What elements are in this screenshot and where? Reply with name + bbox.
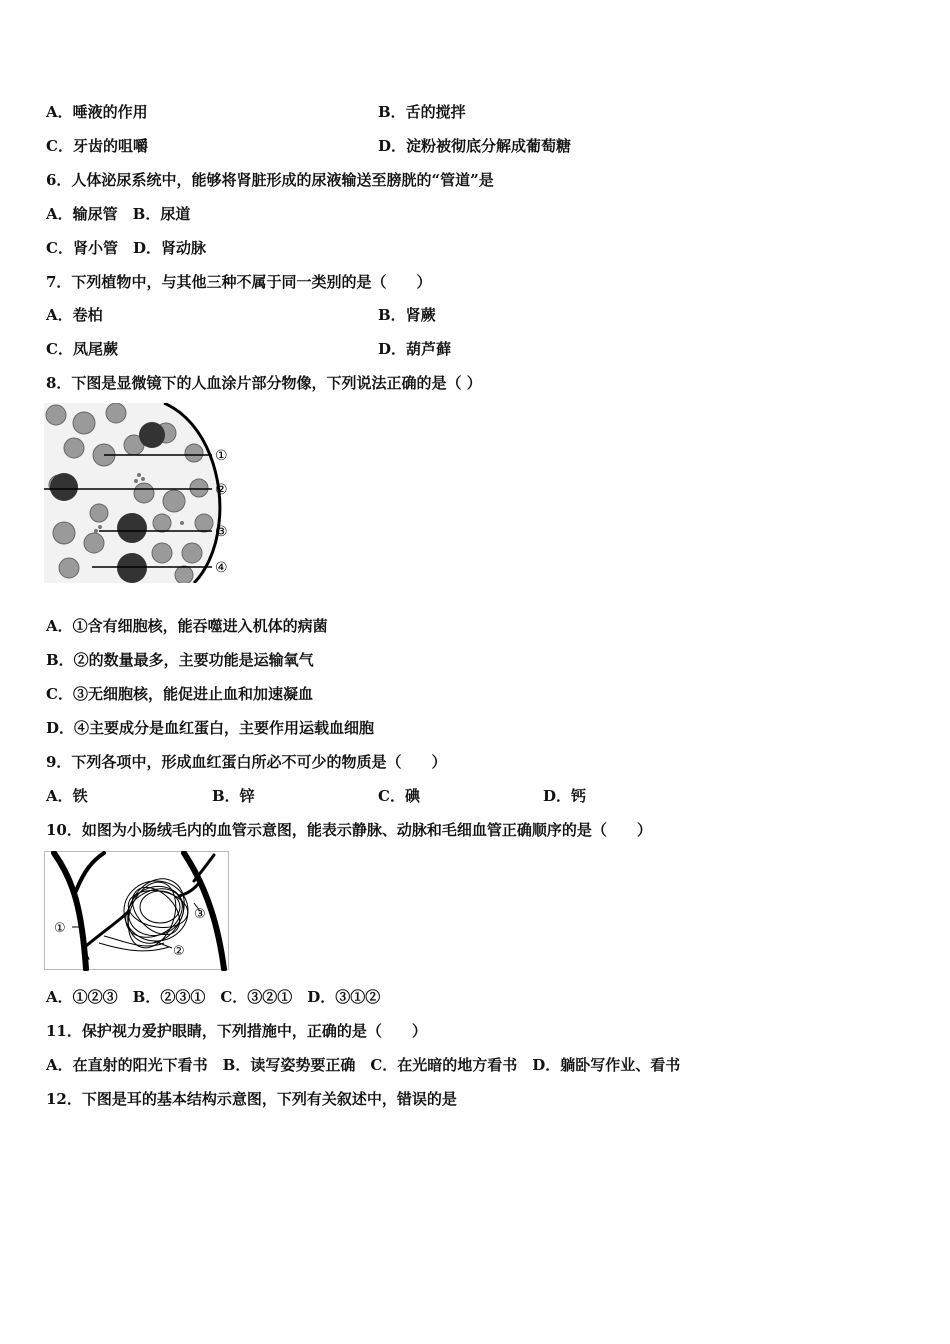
q7-option-b: B．肾蕨 [378,306,436,324]
q7-option-c: C．凤尾蕨 [46,340,118,358]
label-3: ③ [194,907,206,922]
q6-options-ab: A．输尿管 B．尿道 [46,205,191,223]
q8-option-b: B．②的数量最多，主要功能是运输氧气 [46,651,314,669]
q9-option-a: A．铁 [46,787,88,805]
q5-option-row-1 [46,102,466,122]
q9-option-d: D．钙 [543,787,587,805]
label-1: ① [215,448,228,464]
q8-option-d: D．④主要成分是血红蛋白，主要作用运载血细胞 [46,719,375,737]
q5-option-c: C．牙齿的咀嚼 [46,137,148,155]
q8-stem: 8．下图是显微镜下的人血涂片部分物像，下列说法正确的是（ ） [46,374,482,392]
q8-option-a: A．①含有细胞核，能吞噬进入机体的病菌 [46,617,328,635]
q5-option-b: B．舌的搅拌 [378,103,466,121]
q9-stem: 9．下列各项中，形成血红蛋白所必不可少的物质是（ ） [46,753,447,771]
label-3: ③ [215,524,228,540]
label-4: ④ [215,560,228,576]
q7-option-a: A．卷柏 [46,306,103,324]
villus-vessel-figure [44,851,232,971]
q8-option-c: C．③无细胞核，能促进止血和加速凝血 [46,685,313,703]
label-1: ① [54,921,66,936]
q9-option-c: C．碘 [378,787,420,805]
q9-option-b: B．锌 [212,787,255,805]
q10-options: A．①②③ B．②③① C．③②① D．③①② [46,988,381,1006]
q12-stem: 12．下图是耳的基本结构示意图，下列有关叙述中，错误的是 [46,1090,457,1108]
q7-option-d: D．葫芦藓 [378,340,452,358]
q5-option-row-2 [46,136,572,156]
q7-option-row-2 [46,339,452,359]
q6-stem: 6．人体泌尿系统中，能够将肾脏形成的尿液输送至膀胱的“管道”是 [46,171,494,189]
label-2: ② [173,944,185,959]
q10-stem: 10．如图为小肠绒毛内的血管示意图，能表示静脉、动脉和毛细血管正确顺序的是（ ） [46,821,652,839]
label-2: ② [215,482,228,498]
q11-options: A．在直射的阳光下看书 B．读写姿势要正确 C．在光暗的地方看书 D．躺卧写作业、看书 [46,1056,681,1074]
q7-stem: 7．下列植物中，与其他三种不属于同一类别的是（ ） [46,273,432,291]
q6-options-cd: C．肾小管 D．肾动脉 [46,239,206,257]
q11-stem: 11．保护视力爱护眼睛，下列措施中，正确的是（ ） [46,1022,427,1040]
q5-option-d: D．淀粉被彻底分解成葡萄糖 [378,137,572,155]
q5-option-a: A．唾液的作用 [46,103,148,121]
q9-options [46,786,646,806]
q7-option-row-1 [46,305,436,325]
blood-smear-figure [44,403,236,583]
